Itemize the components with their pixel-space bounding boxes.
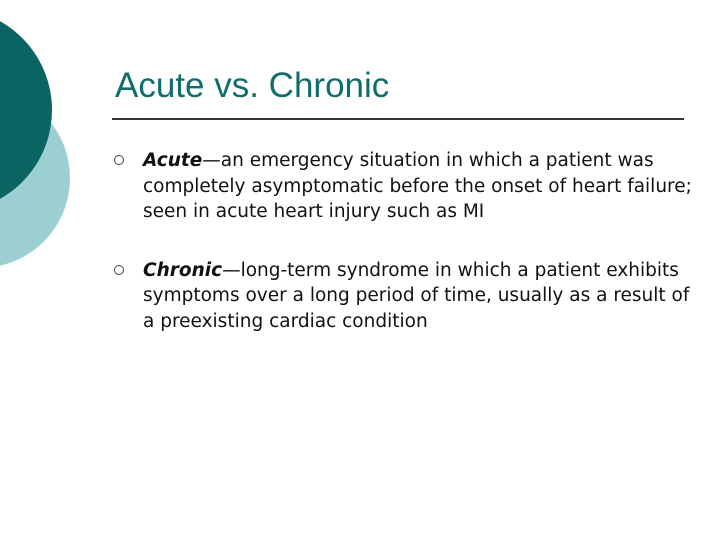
bullet-definition: —an emergency situation in which a patient was completely asymptomatic before the onset of heart failure; seen in acute heart injury such as MI [143,150,692,222]
decorative-circles [0,0,80,300]
bullet-list [112,148,692,367]
bullet-definition: —long-term syndrome in which a patient exhibits symptoms over a long period of time, usually as a result of a preexisting cardiac condition [143,259,690,332]
bullet-text [143,258,692,335]
bullet-item-acute [112,148,692,225]
circle-bullet-icon [114,155,124,165]
slide-title: Acute vs. Chronic [115,66,390,105]
bullet-item-chronic [112,258,692,335]
title-divider [112,118,684,120]
bullet-text [143,148,692,225]
circle-bullet-icon [114,265,124,275]
bullet-term: Acute [143,150,203,171]
bullet-term: Chronic [143,259,223,281]
